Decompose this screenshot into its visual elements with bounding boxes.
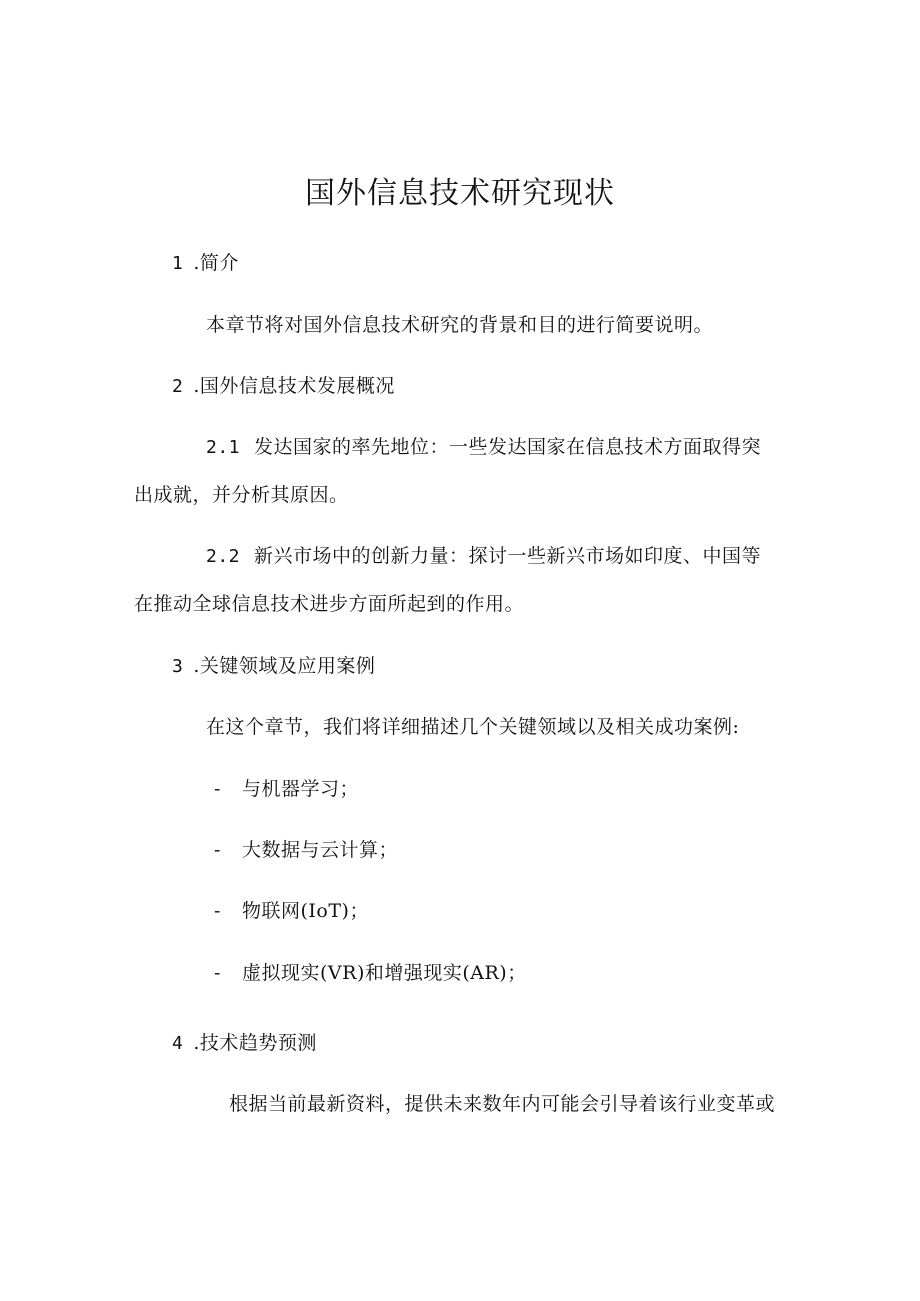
heading-number: 1 <box>172 253 184 274</box>
list-item-text: 大数据与云计算； <box>242 839 399 861</box>
list-item <box>214 836 398 864</box>
heading-text: .简介 <box>193 252 239 274</box>
list-item <box>214 959 527 987</box>
document-title: 国外信息技术研究现状 <box>305 176 615 211</box>
bullet-dash: - <box>214 962 221 984</box>
section-heading-4 <box>172 1029 317 1058</box>
subsection-text: 发达国家的率先地位：一些发达国家在信息技术方面取得突 <box>254 436 762 458</box>
subsection-number: 2.1 <box>206 437 241 458</box>
bullet-dash: - <box>214 778 221 800</box>
list-item-text: 虚拟现实(VR)和增强现实(AR)； <box>242 962 527 984</box>
bullet-dash: - <box>214 900 221 922</box>
heading-number: 2 <box>172 376 184 397</box>
section-heading-1 <box>172 249 239 278</box>
subsection-2-1-line2: 出成就，并分析其原因。 <box>134 484 349 506</box>
subsection-number: 2.2 <box>206 546 241 567</box>
subsection-2-2-line2: 在推动全球信息技术进步方面所起到的作用。 <box>134 593 525 615</box>
paragraph-trend: 根据当前最新资料，提供未来数年内可能会引导着该行业变革或 <box>229 1093 776 1115</box>
section-3-intro: 在这个章节，我们将详细描述几个关键领域以及相关成功案例: <box>206 716 740 738</box>
bullet-dash: - <box>214 839 221 861</box>
section-heading-2 <box>172 372 395 401</box>
section-heading-3 <box>172 652 375 681</box>
subsection-2-1-line1 <box>206 433 761 462</box>
heading-text: .关键领域及应用案例 <box>193 655 376 677</box>
list-item <box>214 897 369 925</box>
list-item-text: 与机器学习； <box>242 778 360 800</box>
heading-text: .国外信息技术发展概况 <box>193 375 395 397</box>
heading-text: .技术趋势预测 <box>193 1032 317 1054</box>
paragraph-intro: 本章节将对国外信息技术研究的背景和目的进行简要说明。 <box>206 314 714 336</box>
subsection-2-2-line1 <box>206 542 761 571</box>
heading-number: 4 <box>172 1033 184 1054</box>
subsection-text: 新兴市场中的创新力量：探讨一些新兴市场如印度、中国等 <box>254 545 762 567</box>
list-item <box>214 775 359 803</box>
heading-number: 3 <box>172 656 184 677</box>
list-item-text: 物联网(IoT)； <box>242 900 369 922</box>
